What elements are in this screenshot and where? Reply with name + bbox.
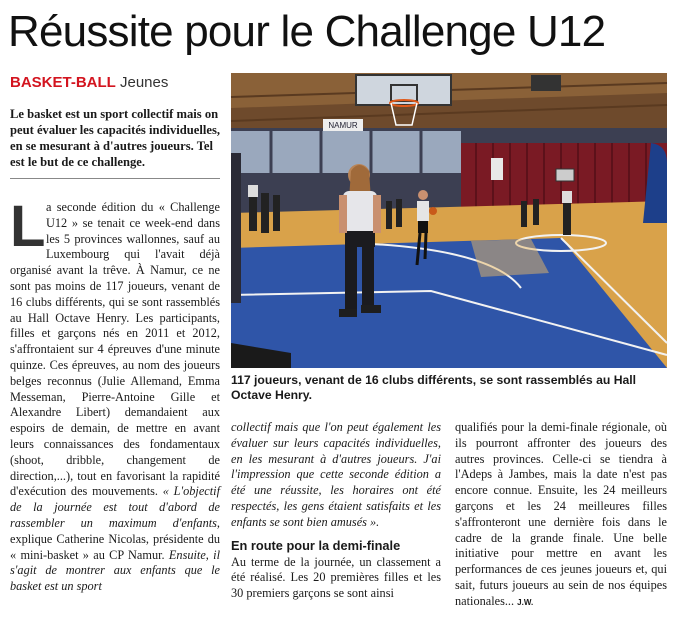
article-lead: Le basket est un sport collectif mais on peut évaluer les capacités individuelles, en se mesurant à d'autres joueurs. Tel est le but de ce challenge. <box>10 107 221 169</box>
column-1-attribution: explique Catherine Nicolas, présidente du « mini-basket » au CP Namur. <box>10 531 220 562</box>
rubric <box>10 74 168 92</box>
column-1-quote: « L'objectif de la journée est tout d'abord de rassembler un maximum d'enfants, <box>10 484 220 530</box>
basketball-hall-image <box>231 73 667 368</box>
photo-banner-text: NAMUR <box>328 121 358 130</box>
article-photo <box>231 73 667 368</box>
lead-divider <box>10 178 220 179</box>
subcategory-label: Jeunes <box>120 74 169 91</box>
photo-caption: 117 joueurs, venant de 16 clubs différents, se sont rassemblés au Hall Octave Henry. <box>231 373 637 402</box>
column-2-paragraph: Au terme de la journée, un classement a été réalisé. Les 20 premières filles et les 30 premiers garçons se sont ainsi <box>231 554 441 601</box>
article-column-3 <box>455 420 667 611</box>
section-subheading: En route pour la demi-finale <box>231 537 401 553</box>
column-1-paragraph: a seconde édition du « Challenge U12 » se tenait ce week-end dans les 5 provinces wallonnes, sauf au Luxembourg qui l'avait déjà organisé avant la trêve. À Namur, ce ne sont pas moins de 117 joueurs, venant de 16 clubs différents, qui se sont rassemblés au Hall Octave Henry. Les participants, filles et garçons nés en 2011 et 2012, s'affrontaient sur 4 épreuves d'une minute quinze. Ces épreuves, au nom des joueurs belges reconnus (Julie Allemand, Emma Messeman, Pierre-Antoine Gille et Alexandre Libert) demandaient aux espoirs de demain, de mettre en avant leurs connaissances des fondamentaux (shoot, dribble, changement de direction,...), tout en favorisant la rapidité d'exécution des mouvements. <box>10 200 220 499</box>
drop-cap-letter: L <box>10 194 46 259</box>
article-title: Réussite pour le Challenge U12 <box>8 7 606 56</box>
category-label: BASKET-BALL <box>10 74 116 91</box>
article-column-1 <box>10 194 220 595</box>
column-3-paragraph: qualifiés pour la demi-finale régionale, où ils pourront affronter des joueurs des autres provinces. Celle-ci se tiendra à l'Adeps à Jambes, mais la date n'est pas encore connue. Ensuite, les 24 meilleurs garçons et les 24 meilleures filles s'affronteront une dernière fois dans le cadre de la grande finale. Une belle initiative pour mettre en avant les performances de ces jeunes joueurs et, qui sait, futurs joueurs au sein de nos équipes nationales... <box>455 420 667 608</box>
column-2-quote: collectif mais que l'on peut également les évaluer sur leurs capacités individuelles, en les mesurant à d'autres joueurs. J'ai l'impression que cette seconde édition a été une réussite, les horaires ont été respectés, les gens étaient satisfaits et les enfants se sont bien amusés ». <box>231 420 441 529</box>
drop-cap <box>10 194 46 259</box>
column-1-quote-continued: Ensuite, il s'agit de montrer aux enfants que le basket est un sport <box>10 547 220 594</box>
article-column-2 <box>231 420 441 602</box>
author-signature: J.W. <box>517 597 534 607</box>
